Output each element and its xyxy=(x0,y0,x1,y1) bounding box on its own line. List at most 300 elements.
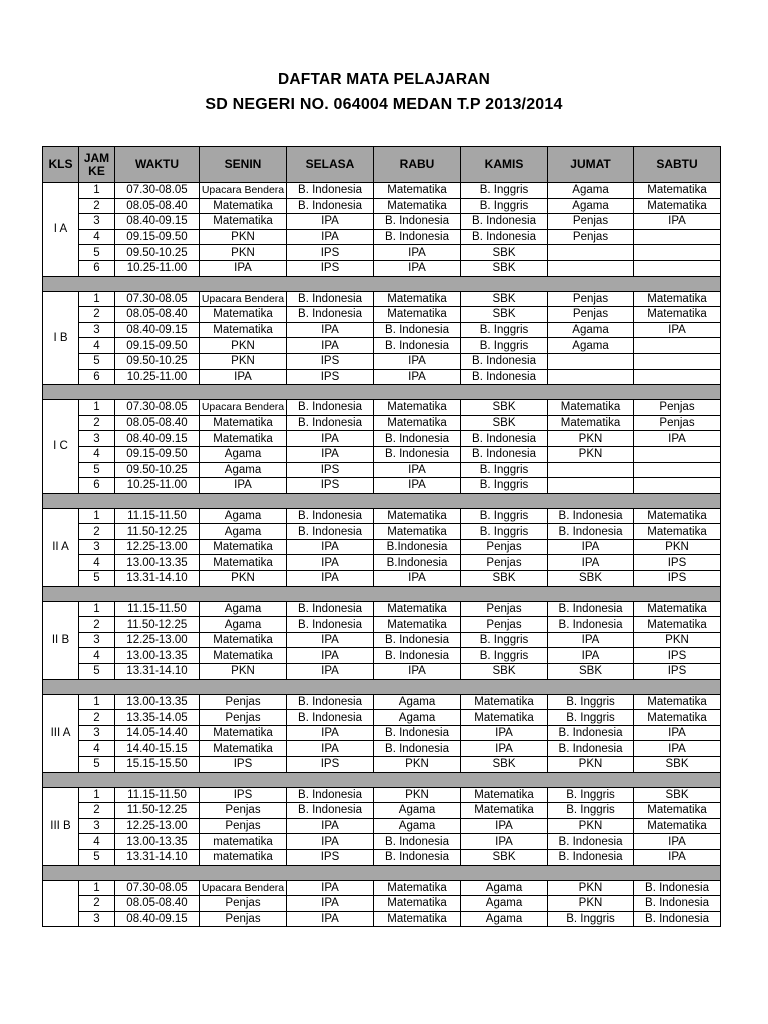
waktu-cell: 11.15-11.50 xyxy=(115,787,200,803)
jumat-cell: Penjas xyxy=(548,291,634,307)
rabu-cell: PKN xyxy=(374,787,461,803)
jumat-cell: SBK xyxy=(548,664,634,680)
class-label-cell xyxy=(43,880,79,927)
sabtu-cell: IPA xyxy=(634,849,721,865)
kamis-cell: B. Inggris xyxy=(461,322,548,338)
jumat-cell: Agama xyxy=(548,338,634,354)
header-kamis: KAMIS xyxy=(461,147,548,183)
rabu-cell: B. Indonesia xyxy=(374,322,461,338)
jumat-cell: PKN xyxy=(548,757,634,773)
sabtu-cell xyxy=(634,478,721,494)
waktu-cell: 12.25-13.00 xyxy=(115,539,200,555)
rabu-cell: IPA xyxy=(374,260,461,276)
table-row xyxy=(43,353,721,369)
kamis-cell: SBK xyxy=(461,757,548,773)
jumat-cell: B. Indonesia xyxy=(548,834,634,850)
kamis-cell: B. Inggris xyxy=(461,648,548,664)
class-label-cell: I C xyxy=(43,400,79,494)
jam-ke-cell: 4 xyxy=(79,555,115,571)
class-separator-row xyxy=(43,385,721,400)
waktu-cell: 09.15-09.50 xyxy=(115,446,200,462)
selasa-cell: B. Indonesia xyxy=(287,307,374,323)
table-row xyxy=(43,183,721,199)
header-sabtu: SABTU xyxy=(634,147,721,183)
kamis-cell: Matematika xyxy=(461,803,548,819)
table-row xyxy=(43,415,721,431)
table-row xyxy=(43,245,721,261)
kamis-cell: B. Inggris xyxy=(461,632,548,648)
jam-ke-cell: 5 xyxy=(79,462,115,478)
jam-ke-cell: 5 xyxy=(79,849,115,865)
waktu-cell: 10.25-11.00 xyxy=(115,478,200,494)
header-jam-ke: JAM KE xyxy=(79,147,115,183)
jumat-cell xyxy=(548,462,634,478)
rabu-cell: IPA xyxy=(374,369,461,385)
jam-ke-cell: 2 xyxy=(79,307,115,323)
kamis-cell: SBK xyxy=(461,291,548,307)
table-row xyxy=(43,880,721,896)
sabtu-cell: B. Indonesia xyxy=(634,896,721,912)
kamis-cell: Agama xyxy=(461,880,548,896)
sabtu-cell: Penjas xyxy=(634,415,721,431)
senin-cell: IPA xyxy=(200,478,287,494)
separator-cell xyxy=(43,385,721,400)
jam-ke-cell: 1 xyxy=(79,291,115,307)
rabu-cell: Matematika xyxy=(374,524,461,540)
selasa-cell: IPA xyxy=(287,431,374,447)
jumat-cell xyxy=(548,369,634,385)
selasa-cell: IPS xyxy=(287,462,374,478)
senin-cell: Penjas xyxy=(200,818,287,834)
jam-ke-cell: 4 xyxy=(79,338,115,354)
selasa-cell: B. Indonesia xyxy=(287,198,374,214)
header-selasa: SELASA xyxy=(287,147,374,183)
sabtu-cell: Matematika xyxy=(634,508,721,524)
jam-ke-cell: 5 xyxy=(79,245,115,261)
jumat-cell xyxy=(548,478,634,494)
kamis-cell: B. Indonesia xyxy=(461,431,548,447)
rabu-cell: Matematika xyxy=(374,307,461,323)
selasa-cell: IPA xyxy=(287,539,374,555)
selasa-cell: IPA xyxy=(287,880,374,896)
jam-ke-cell: 5 xyxy=(79,664,115,680)
waktu-cell: 09.15-09.50 xyxy=(115,338,200,354)
sabtu-cell: Matematika xyxy=(634,307,721,323)
jumat-cell: B. Indonesia xyxy=(548,508,634,524)
senin-cell: Matematika xyxy=(200,539,287,555)
waktu-cell: 08.40-09.15 xyxy=(115,911,200,927)
sabtu-cell: IPS xyxy=(634,571,721,587)
selasa-cell: B. Indonesia xyxy=(287,524,374,540)
kamis-cell: Matematika xyxy=(461,787,548,803)
senin-cell: IPA xyxy=(200,260,287,276)
class-label-cell: III B xyxy=(43,787,79,865)
jumat-cell xyxy=(548,260,634,276)
rabu-cell: B. Indonesia xyxy=(374,632,461,648)
waktu-cell: 08.05-08.40 xyxy=(115,896,200,912)
jam-ke-cell: 4 xyxy=(79,229,115,245)
kamis-cell: B. Indonesia xyxy=(461,229,548,245)
waktu-cell: 11.50-12.25 xyxy=(115,524,200,540)
rabu-cell: B.Indonesia xyxy=(374,539,461,555)
jam-ke-cell: 1 xyxy=(79,183,115,199)
sabtu-cell: IPA xyxy=(634,322,721,338)
senin-cell: Agama xyxy=(200,601,287,617)
kamis-cell: SBK xyxy=(461,571,548,587)
selasa-cell: IPA xyxy=(287,322,374,338)
rabu-cell: B. Indonesia xyxy=(374,648,461,664)
kamis-cell: Agama xyxy=(461,896,548,912)
header-row xyxy=(43,147,721,183)
senin-cell: Upacara Bendera xyxy=(200,400,287,416)
kamis-cell: SBK xyxy=(461,415,548,431)
jam-ke-cell: 5 xyxy=(79,571,115,587)
table-row xyxy=(43,911,721,927)
kamis-cell: B. Indonesia xyxy=(461,369,548,385)
rabu-cell: Matematika xyxy=(374,508,461,524)
jam-ke-cell: 1 xyxy=(79,880,115,896)
selasa-cell: B. Indonesia xyxy=(287,291,374,307)
jam-ke-cell: 3 xyxy=(79,431,115,447)
selasa-cell: IPA xyxy=(287,648,374,664)
table-row xyxy=(43,803,721,819)
waktu-cell: 13.35-14.05 xyxy=(115,710,200,726)
sabtu-cell xyxy=(634,245,721,261)
jumat-cell: PKN xyxy=(548,896,634,912)
rabu-cell: B.Indonesia xyxy=(374,555,461,571)
table-row xyxy=(43,322,721,338)
selasa-cell: IPA xyxy=(287,632,374,648)
kamis-cell: B. Inggris xyxy=(461,338,548,354)
rabu-cell: Agama xyxy=(374,803,461,819)
sabtu-cell xyxy=(634,462,721,478)
jam-ke-cell: 2 xyxy=(79,415,115,431)
table-row xyxy=(43,849,721,865)
jam-ke-cell: 2 xyxy=(79,710,115,726)
kamis-cell: IPA xyxy=(461,834,548,850)
rabu-cell: Matematika xyxy=(374,183,461,199)
jam-ke-cell: 3 xyxy=(79,725,115,741)
table-row xyxy=(43,757,721,773)
jumat-cell: PKN xyxy=(548,818,634,834)
senin-cell: Matematika xyxy=(200,648,287,664)
senin-cell: Agama xyxy=(200,617,287,633)
waktu-cell: 10.25-11.00 xyxy=(115,369,200,385)
jam-ke-cell: 4 xyxy=(79,446,115,462)
sabtu-cell: IPS xyxy=(634,664,721,680)
waktu-cell: 07.30-08.05 xyxy=(115,400,200,416)
kamis-cell: B. Inggris xyxy=(461,508,548,524)
jam-ke-cell: 2 xyxy=(79,617,115,633)
sabtu-cell: Matematika xyxy=(634,291,721,307)
table-row xyxy=(43,787,721,803)
jam-ke-cell: 1 xyxy=(79,601,115,617)
kamis-cell: Matematika xyxy=(461,710,548,726)
sabtu-cell xyxy=(634,353,721,369)
sabtu-cell: B. Indonesia xyxy=(634,880,721,896)
sabtu-cell xyxy=(634,260,721,276)
jam-ke-cell: 2 xyxy=(79,198,115,214)
waktu-cell: 14.40-15.15 xyxy=(115,741,200,757)
jumat-cell: B. Indonesia xyxy=(548,725,634,741)
rabu-cell: Matematika xyxy=(374,415,461,431)
waktu-cell: 08.40-09.15 xyxy=(115,214,200,230)
kamis-cell: B. Inggris xyxy=(461,183,548,199)
table-row xyxy=(43,741,721,757)
sabtu-cell: IPA xyxy=(634,725,721,741)
waktu-cell: 14.05-14.40 xyxy=(115,725,200,741)
waktu-cell: 13.31-14.10 xyxy=(115,849,200,865)
sabtu-cell: SBK xyxy=(634,787,721,803)
senin-cell: Matematika xyxy=(200,741,287,757)
table-row xyxy=(43,571,721,587)
senin-cell: Matematika xyxy=(200,198,287,214)
table-row xyxy=(43,214,721,230)
jumat-cell: B. Inggris xyxy=(548,803,634,819)
senin-cell: PKN xyxy=(200,664,287,680)
schedule-table xyxy=(42,146,721,927)
kamis-cell: B. Inggris xyxy=(461,478,548,494)
senin-cell: IPA xyxy=(200,369,287,385)
jumat-cell: Penjas xyxy=(548,229,634,245)
kamis-cell: SBK xyxy=(461,849,548,865)
table-row xyxy=(43,338,721,354)
senin-cell: PKN xyxy=(200,338,287,354)
table-row xyxy=(43,539,721,555)
senin-cell: Matematika xyxy=(200,632,287,648)
waktu-cell: 08.05-08.40 xyxy=(115,415,200,431)
selasa-cell: IPA xyxy=(287,664,374,680)
waktu-cell: 08.05-08.40 xyxy=(115,307,200,323)
sabtu-cell: IPS xyxy=(634,555,721,571)
class-label-cell: I A xyxy=(43,183,79,277)
separator-cell xyxy=(43,493,721,508)
selasa-cell: IPA xyxy=(287,911,374,927)
table-row xyxy=(43,664,721,680)
jumat-cell: IPA xyxy=(548,539,634,555)
sabtu-cell: Matematika xyxy=(634,617,721,633)
rabu-cell: Matematika xyxy=(374,896,461,912)
selasa-cell: IPS xyxy=(287,245,374,261)
senin-cell: Matematika xyxy=(200,214,287,230)
header-senin: SENIN xyxy=(200,147,287,183)
selasa-cell: IPA xyxy=(287,725,374,741)
jam-ke-cell: 6 xyxy=(79,478,115,494)
selasa-cell: B. Indonesia xyxy=(287,183,374,199)
table-row xyxy=(43,198,721,214)
jam-ke-cell: 5 xyxy=(79,757,115,773)
sabtu-cell: Matematika xyxy=(634,524,721,540)
rabu-cell: Matematika xyxy=(374,291,461,307)
jumat-cell: Matematika xyxy=(548,415,634,431)
waktu-cell: 08.40-09.15 xyxy=(115,431,200,447)
sabtu-cell xyxy=(634,338,721,354)
table-row xyxy=(43,524,721,540)
selasa-cell: B. Indonesia xyxy=(287,400,374,416)
waktu-cell: 13.31-14.10 xyxy=(115,664,200,680)
waktu-cell: 07.30-08.05 xyxy=(115,291,200,307)
jumat-cell: Penjas xyxy=(548,214,634,230)
table-row xyxy=(43,710,721,726)
separator-cell xyxy=(43,586,721,601)
jam-ke-cell: 1 xyxy=(79,508,115,524)
waktu-cell: 11.15-11.50 xyxy=(115,508,200,524)
senin-cell: Matematika xyxy=(200,415,287,431)
class-label-cell: I B xyxy=(43,291,79,385)
waktu-cell: 13.00-13.35 xyxy=(115,694,200,710)
rabu-cell: Matematika xyxy=(374,198,461,214)
sabtu-cell: B. Indonesia xyxy=(634,911,721,927)
rabu-cell: Matematika xyxy=(374,617,461,633)
rabu-cell: Matematika xyxy=(374,400,461,416)
rabu-cell: B. Indonesia xyxy=(374,446,461,462)
rabu-cell: B. Indonesia xyxy=(374,834,461,850)
rabu-cell: Agama xyxy=(374,694,461,710)
senin-cell: Penjas xyxy=(200,911,287,927)
selasa-cell: IPA xyxy=(287,229,374,245)
selasa-cell: IPS xyxy=(287,260,374,276)
sabtu-cell: IPA xyxy=(634,741,721,757)
jam-ke-cell: 1 xyxy=(79,694,115,710)
kamis-cell: Penjas xyxy=(461,555,548,571)
jumat-cell: B. Indonesia xyxy=(548,617,634,633)
waktu-cell: 09.50-10.25 xyxy=(115,462,200,478)
jam-ke-cell: 3 xyxy=(79,214,115,230)
kamis-cell: B. Inggris xyxy=(461,524,548,540)
senin-cell: PKN xyxy=(200,229,287,245)
kamis-cell: Penjas xyxy=(461,539,548,555)
rabu-cell: IPA xyxy=(374,571,461,587)
table-row xyxy=(43,617,721,633)
jam-ke-cell: 2 xyxy=(79,896,115,912)
rabu-cell: B. Indonesia xyxy=(374,849,461,865)
waktu-cell: 09.50-10.25 xyxy=(115,353,200,369)
rabu-cell: B. Indonesia xyxy=(374,214,461,230)
document-title: DAFTAR MATA PELAJARAN xyxy=(278,71,490,88)
waktu-cell: 13.00-13.35 xyxy=(115,834,200,850)
senin-cell: Upacara Bendera xyxy=(200,291,287,307)
jam-ke-cell: 3 xyxy=(79,322,115,338)
kamis-cell: SBK xyxy=(461,307,548,323)
rabu-cell: B. Indonesia xyxy=(374,741,461,757)
senin-cell: Agama xyxy=(200,462,287,478)
header-kls: KLS xyxy=(43,147,79,183)
rabu-cell: B. Indonesia xyxy=(374,338,461,354)
selasa-cell: B. Indonesia xyxy=(287,787,374,803)
separator-cell xyxy=(43,679,721,694)
jam-ke-cell: 6 xyxy=(79,260,115,276)
table-row xyxy=(43,446,721,462)
selasa-cell: IPS xyxy=(287,849,374,865)
senin-cell: Matematika xyxy=(200,725,287,741)
kamis-cell: Penjas xyxy=(461,601,548,617)
selasa-cell: B. Indonesia xyxy=(287,694,374,710)
senin-cell: IPS xyxy=(200,787,287,803)
jam-ke-cell: 6 xyxy=(79,369,115,385)
sabtu-cell: Matematika xyxy=(634,803,721,819)
rabu-cell: Matematika xyxy=(374,911,461,927)
jam-ke-cell: 3 xyxy=(79,818,115,834)
page-bottom-margin xyxy=(0,935,768,1024)
sabtu-cell: Matematika xyxy=(634,818,721,834)
kamis-cell: IPA xyxy=(461,741,548,757)
kamis-cell: B. Indonesia xyxy=(461,353,548,369)
kamis-cell: SBK xyxy=(461,400,548,416)
selasa-cell: IPA xyxy=(287,741,374,757)
sabtu-cell: IPA xyxy=(634,214,721,230)
separator-cell xyxy=(43,276,721,291)
jumat-cell: Penjas xyxy=(548,307,634,323)
jumat-cell: B. Inggris xyxy=(548,710,634,726)
senin-cell: Agama xyxy=(200,524,287,540)
table-row xyxy=(43,462,721,478)
waktu-cell: 07.30-08.05 xyxy=(115,880,200,896)
kamis-cell: Agama xyxy=(461,911,548,927)
table-row xyxy=(43,307,721,323)
selasa-cell: IPA xyxy=(287,571,374,587)
rabu-cell: B. Indonesia xyxy=(374,725,461,741)
sabtu-cell: Matematika xyxy=(634,601,721,617)
document-subtitle: SD NEGERI NO. 064004 MEDAN T.P 2013/2014 xyxy=(205,96,563,113)
class-separator-row xyxy=(43,679,721,694)
selasa-cell: IPA xyxy=(287,446,374,462)
selasa-cell: IPA xyxy=(287,818,374,834)
jumat-cell: IPA xyxy=(548,648,634,664)
senin-cell: Penjas xyxy=(200,710,287,726)
table-row xyxy=(43,818,721,834)
jumat-cell: Agama xyxy=(548,183,634,199)
class-separator-row xyxy=(43,586,721,601)
sabtu-cell: Matematika xyxy=(634,198,721,214)
jumat-cell: B. Indonesia xyxy=(548,741,634,757)
sabtu-cell xyxy=(634,446,721,462)
jumat-cell: B. Indonesia xyxy=(548,601,634,617)
sabtu-cell xyxy=(634,229,721,245)
sabtu-cell: IPA xyxy=(634,834,721,850)
rabu-cell: Matematika xyxy=(374,880,461,896)
senin-cell: Agama xyxy=(200,508,287,524)
selasa-cell: B. Indonesia xyxy=(287,508,374,524)
waktu-cell: 15.15-15.50 xyxy=(115,757,200,773)
rabu-cell: Matematika xyxy=(374,601,461,617)
kamis-cell: B. Inggris xyxy=(461,198,548,214)
header-waktu: WAKTU xyxy=(115,147,200,183)
rabu-cell: IPA xyxy=(374,664,461,680)
senin-cell: Matematika xyxy=(200,555,287,571)
selasa-cell: B. Indonesia xyxy=(287,617,374,633)
selasa-cell: B. Indonesia xyxy=(287,601,374,617)
selasa-cell: IPA xyxy=(287,338,374,354)
class-separator-row xyxy=(43,493,721,508)
table-row xyxy=(43,725,721,741)
jam-ke-cell: 2 xyxy=(79,524,115,540)
table-row xyxy=(43,400,721,416)
jam-ke-cell: 4 xyxy=(79,741,115,757)
selasa-cell: IPA xyxy=(287,896,374,912)
jam-ke-cell: 3 xyxy=(79,632,115,648)
rabu-cell: IPA xyxy=(374,245,461,261)
rabu-cell: Agama xyxy=(374,818,461,834)
sabtu-cell xyxy=(634,369,721,385)
header-jumat: JUMAT xyxy=(548,147,634,183)
waktu-cell: 13.00-13.35 xyxy=(115,648,200,664)
kamis-cell: IPA xyxy=(461,725,548,741)
jumat-cell: Agama xyxy=(548,198,634,214)
jam-ke-cell: 1 xyxy=(79,787,115,803)
table-row xyxy=(43,555,721,571)
jumat-cell: B. Indonesia xyxy=(548,849,634,865)
waktu-cell: 10.25-11.00 xyxy=(115,260,200,276)
